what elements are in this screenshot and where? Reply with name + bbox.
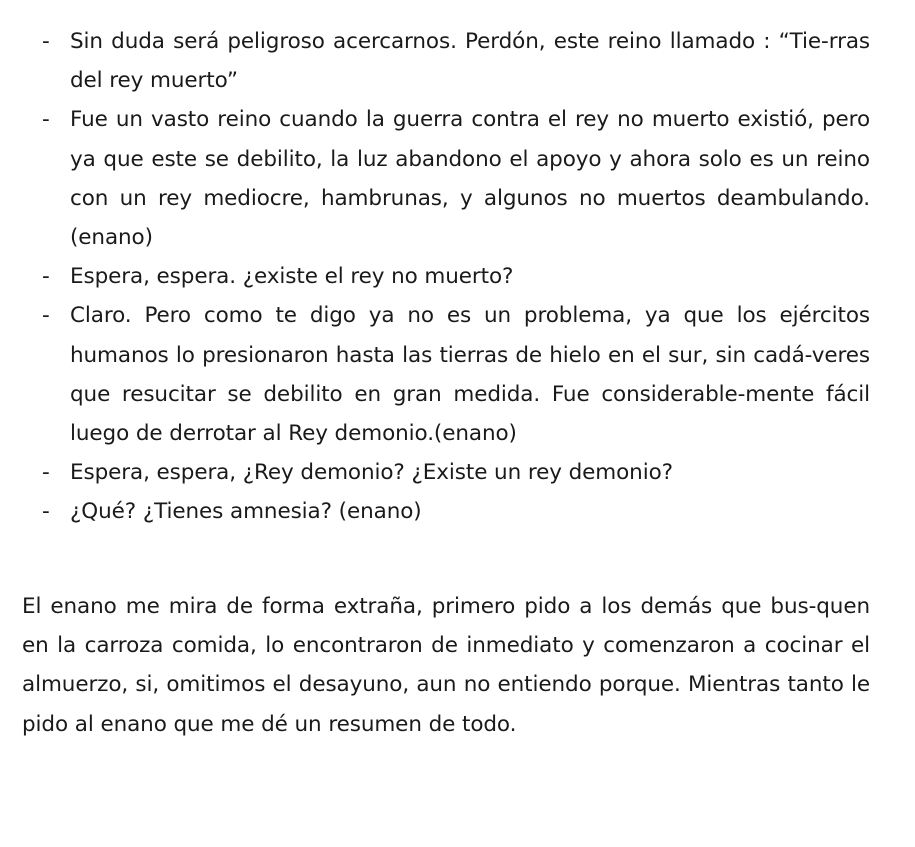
dialogue-line	[42, 22, 870, 100]
dialogue-list	[42, 22, 870, 532]
dialogue-text: Fue un vasto reino cuando la guerra contra el rey no muerto existió, pero ya que este se debilito, la luz abandono el apoyo y ahora solo es un reino con un rey mediocre, hambrunas, y algunos no muertos deambulando. (enano)	[70, 107, 870, 251]
dialogue-line	[42, 296, 870, 453]
dialogue-line	[42, 257, 870, 296]
dialogue-text: Espera, espera, ¿Rey demonio? ¿Existe un rey demonio?	[70, 460, 673, 486]
dialogue-line	[42, 453, 870, 492]
dialogue-text: Claro. Pero como te digo ya no es un problema, ya que los ejércitos humanos lo presionaron hasta las tierras de hielo en el sur, sin cadá-veres que resucitar se debilito en gran medida. Fue considerable-mente fácil luego de derrotar al Rey demonio.(enano)	[70, 303, 870, 447]
dialogue-text: Espera, espera. ¿existe el rey no muerto?	[70, 264, 514, 290]
dialogue-line	[42, 492, 870, 531]
dialogue-dash: -	[42, 460, 50, 486]
dialogue-dash: -	[42, 303, 50, 329]
dialogue-text: ¿Qué? ¿Tienes amnesia? (enano)	[70, 499, 422, 525]
dialogue-dash: -	[42, 264, 50, 290]
dialogue-text: Sin duda será peligroso acercarnos. Perdón, este reino llamado : “Tie-rras del rey muerto”	[70, 29, 870, 94]
dialogue-line	[42, 100, 870, 257]
dialogue-dash: -	[42, 29, 50, 54]
narration-paragraph: El enano me mira de forma extraña, primero pido a los demás que bus-quen en la carroza comida, lo encontraron de inmediato y comenzaron a cocinar el almuerzo, si, omitimos el desayuno, aun no entiendo porque. Mientras tanto le pido al enano que me dé un resumen de todo.	[22, 594, 870, 737]
dialogue-dash: -	[42, 107, 50, 133]
dialogue-dash: -	[42, 499, 50, 525]
